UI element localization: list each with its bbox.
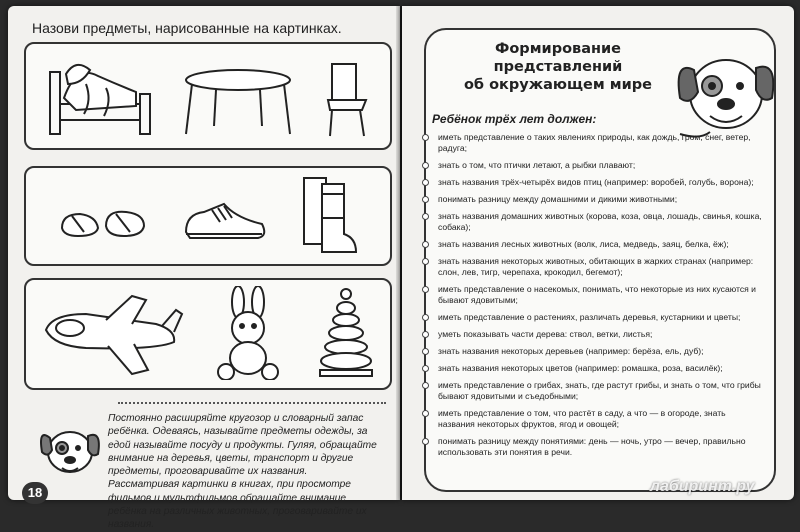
toy-pyramid-icon (316, 286, 376, 380)
page-number: 18 (22, 482, 48, 504)
heading-line-2: об окружающем мире (463, 77, 653, 93)
list-item: знать названия некоторых цветов (например: ромашка, роза, василёк); (432, 363, 762, 374)
watermark: лабиринт.ру (650, 478, 755, 495)
boots-icon (298, 174, 362, 258)
picture-box-toys (24, 278, 392, 390)
parent-hint-text: Постоянно расширяйте кругозор и словарный запас ребёнка. Одеваясь, называйте предметы одежды, за едой называйте посуду и продукты. Гуляя, обращайте внимание на деревья, цветы, транспорт и другие предметы, проговаривайте их названия. Рассматривая картинки в книгах, при просмотре фильмов и мультфильмов обращайте внимание ребёнка на различных животных, проговаривайте их названия. (108, 413, 377, 531)
table-icon (182, 68, 294, 138)
hint-divider (118, 402, 386, 404)
list-item: знать названия некоторых животных, обитающих в жарких странах (например: слон, лев, тигр, черепаха, крокодил, бегемот); (432, 256, 762, 278)
toy-bunny-icon (212, 286, 284, 380)
dog-mascot-icon (34, 418, 104, 482)
list-item: иметь представление о насекомых, понимать, что некоторые из них кусаются и бывают ядовитыми; (432, 284, 762, 306)
list-item: иметь представление о том, что растёт в саду, а что — в огороде, знать названия некоторых фруктов, ягод и овощей; (432, 408, 762, 430)
list-item: знать названия трёх-четырёх видов птиц (например: воробей, голубь, ворона); (432, 177, 762, 188)
picture-box-shoes (24, 166, 392, 266)
chair-icon (322, 60, 372, 140)
list-item: понимать разницу между понятиями: день — ночь, утро — вечер, правильно использовать эти понятия в речи. (432, 436, 762, 458)
dog-mascot-icon (670, 40, 780, 144)
list-item: иметь представление о таких явлениях природы, как дождь, гром, снег, ветер, радуга; (432, 132, 762, 154)
right-page (402, 6, 794, 500)
list-item: знать названия домашних животных (корова, коза, овца, лошадь, свинья, кошка, собака); (432, 211, 762, 233)
bed-icon (46, 54, 156, 138)
subheading: Ребёнок трёх лет должен: (432, 112, 597, 126)
section-heading (438, 40, 678, 94)
toy-plane-icon (36, 290, 186, 378)
list-item: знать названия лесных животных (волк, лиса, медведь, заяц, белка, ёж); (432, 239, 762, 250)
sneaker-icon (180, 194, 270, 244)
skills-list (432, 132, 762, 464)
list-item: понимать разницу между домашними и дикими животными; (432, 194, 762, 205)
left-page (8, 6, 400, 531)
heading-line-1: Формирование представлений (493, 41, 623, 75)
sandals-icon (58, 202, 148, 242)
list-item: иметь представление о растениях, различать деревья, кустарники и цветы; (432, 312, 762, 323)
picture-box-furniture (24, 42, 392, 150)
list-item: иметь представление о грибах, знать, где растут грибы, и знать о том, что грибы бывают ядовитыми и съедобными; (432, 380, 762, 402)
list-item: уметь показывать части дерева: ствол, ветки, листья; (432, 329, 762, 340)
list-item: знать названия некоторых деревьев (например: берёза, ель, дуб); (432, 346, 762, 357)
page-title: Назови предметы, нарисованные на картинках. (32, 20, 342, 36)
list-item: знать о том, что птички летают, а рыбки плавают; (432, 160, 762, 171)
